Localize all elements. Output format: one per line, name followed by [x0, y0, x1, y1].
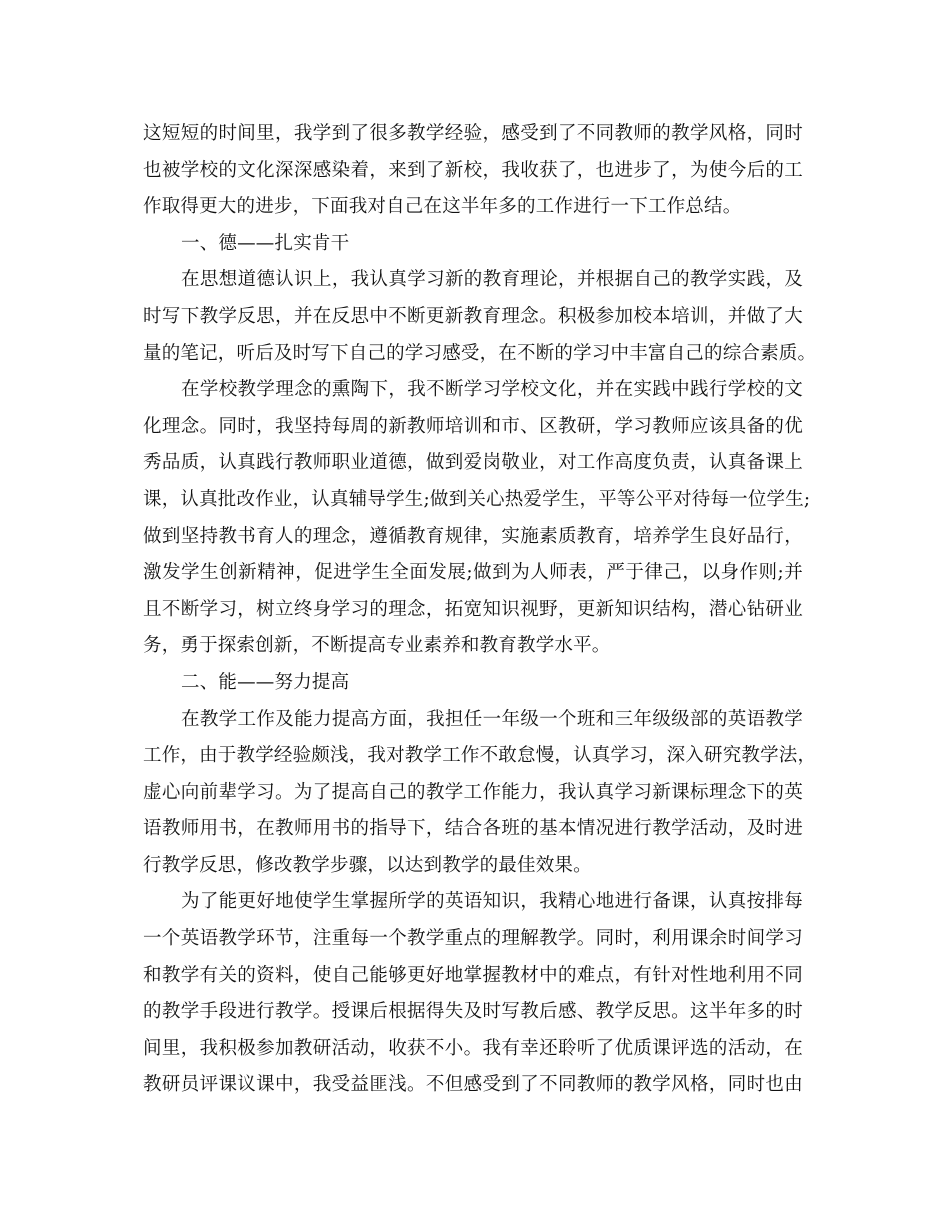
text-line: 在教学工作及能力提高方面，我担任一年级一个班和三年级级部的英语教学	[181, 708, 803, 730]
section-heading: 二、能——努力提高	[181, 671, 350, 693]
text-line: 语教师用书，在教师用书的指导下，结合各班的基本情况进行教学活动，及时进	[143, 818, 803, 840]
text-line: 也被学校的文化深深感染着，来到了新校，我收获了，也进步了，为使今后的工	[143, 159, 803, 181]
text-line: 虚心向前辈学习。为了提高自己的教学工作能力，我认真学习新课标理念下的英	[143, 781, 803, 803]
text-line: 这短短的时间里，我学到了很多教学经验，感受到了不同教师的教学风格，同时	[143, 123, 803, 144]
text-line: 教研员评课议课中，我受益匪浅。不但感受到了不同教师的教学风格，同时也由	[143, 1074, 803, 1096]
text-line: 且不断学习，树立终身学习的理念，拓宽知识视野，更新知识结构，潜心钻研业	[143, 598, 803, 620]
text-line: 时写下教学反思，并在反思中不断更新教育理念。积极参加校本培训，并做了大	[143, 305, 803, 327]
text-line: 工作，由于教学经验颇浅，我对教学工作不敢怠慢，认真学习，深入研究教学法，	[143, 745, 817, 767]
text-line: 在思想道德认识上，我认真学习新的教育理论，并根据自己的教学实践，及	[181, 269, 803, 291]
text-line: 激发学生创新精神，促进学生全面发展;做到为人师表，严于律己，以身作则;并	[143, 562, 803, 584]
text-line: 化理念。同时，我坚持每周的新教师培训和市、区教研，学习教师应该具备的优	[143, 415, 803, 437]
document-body	[143, 116, 817, 1104]
text-line: 行教学反思，修改教学步骤，以达到教学的最佳效果。	[143, 854, 592, 876]
text-line: 量的笔记，听后及时写下自己的学习感受，在不断的学习中丰富自己的综合素质。	[143, 342, 817, 364]
text-line: 秀品质，认真践行教师职业道德，做到爱岗敬业，对工作高度负责，认真备课上	[143, 452, 803, 474]
text-line: 为了能更好地使学生掌握所学的英语知识，我精心地进行备课，认真按排每	[181, 891, 803, 913]
text-line: 课，认真批改作业，认真辅导学生;做到关心热爱学生，平等公平对待每一位学生;	[143, 488, 811, 510]
text-line: 的教学手段进行教学。授课后根据得失及时写教后感、教学反思。这半年多的时	[143, 1001, 803, 1023]
text-line: 在学校教学理念的熏陶下，我不断学习学校文化，并在实践中践行学校的文	[181, 379, 803, 401]
section-heading: 一、德——扎实肯干	[181, 232, 350, 254]
text-line: 做到坚持教书育人的理念，遵循教育规律，实施素质教育，培养学生良好品行，	[143, 525, 803, 547]
text-line: 和教学有关的资料，使自己能够更好地掌握教材中的难点，有针对性地利用不同	[143, 964, 803, 986]
text-line: 一个英语教学环节，注重每一个教学重点的理解教学。同时，利用课余时间学习	[143, 928, 803, 950]
text-line: 务，勇于探索创新，不断提高专业素养和教育教学水平。	[143, 635, 611, 657]
text-line: 作取得更大的进步，下面我对自己在这半年多的工作进行一下工作总结。	[143, 196, 742, 218]
text-line: 间里，我积极参加教研活动，收获不小。我有幸还聆听了优质课评选的活动，在	[143, 1037, 803, 1059]
